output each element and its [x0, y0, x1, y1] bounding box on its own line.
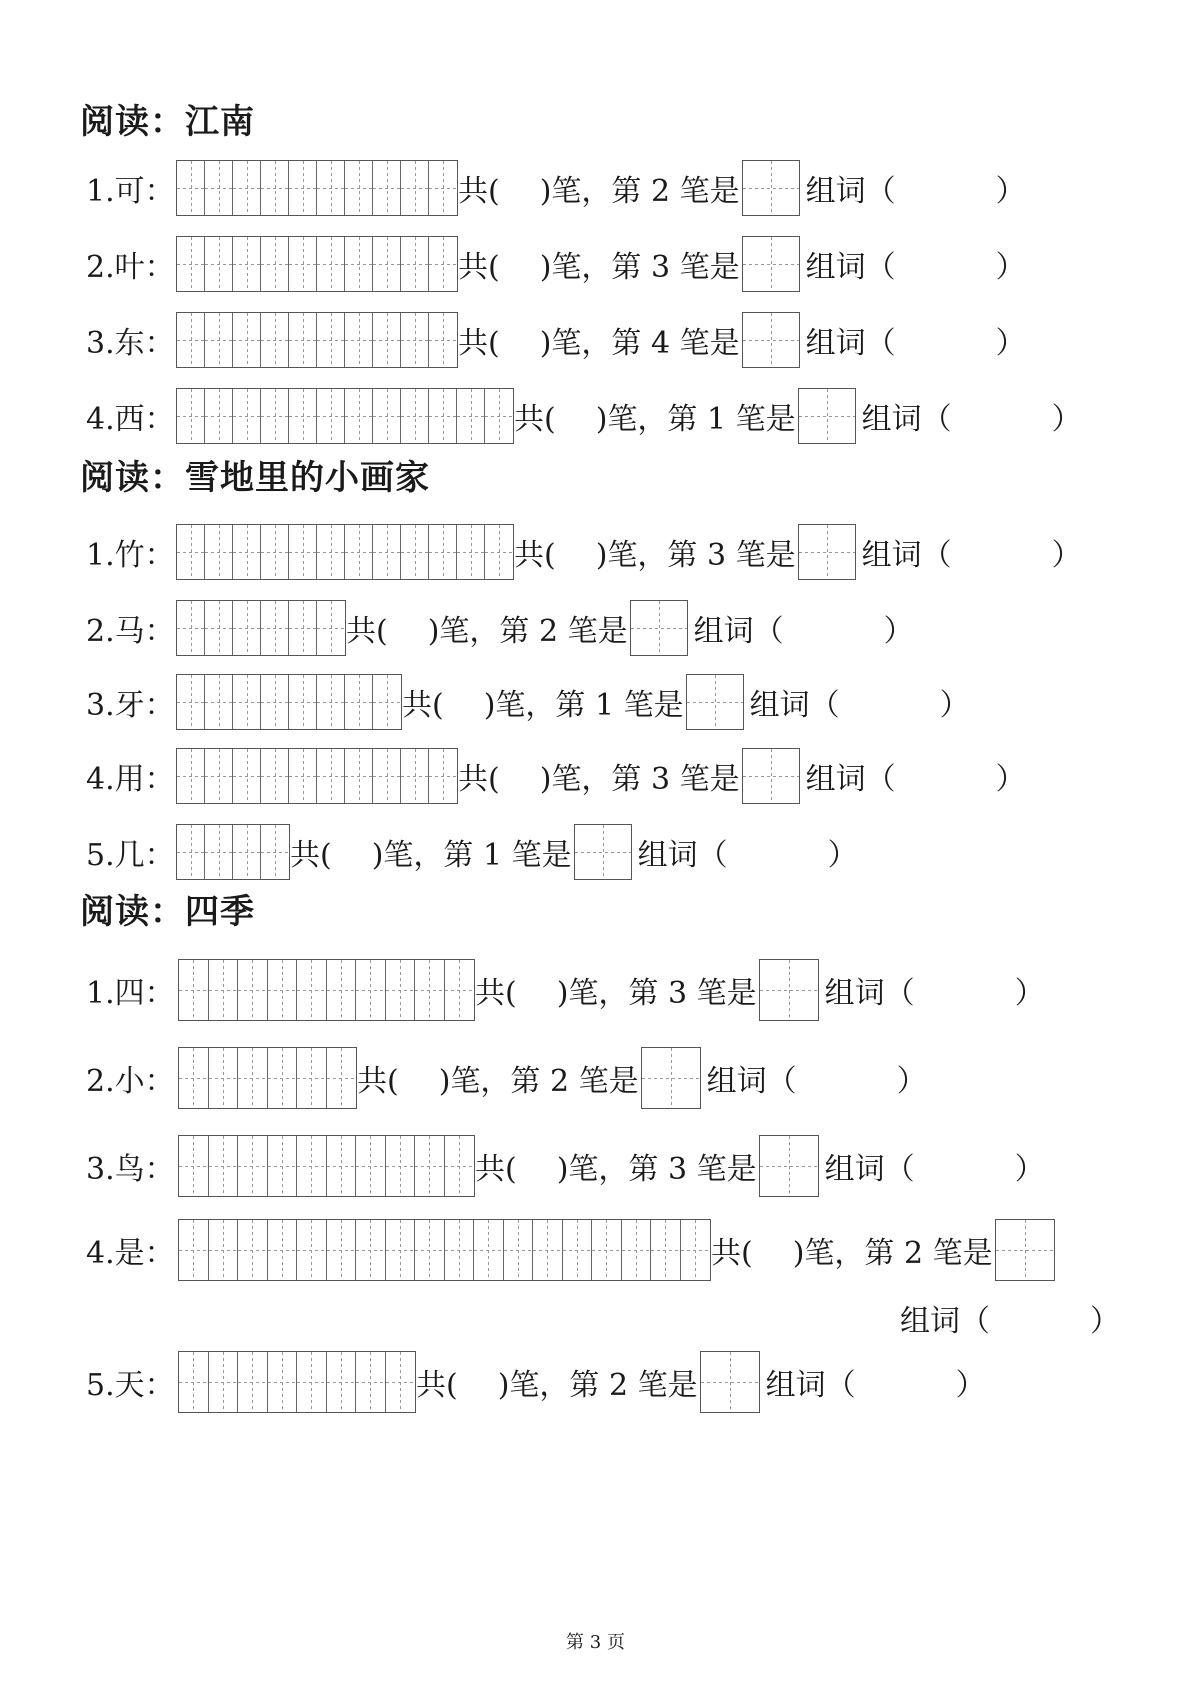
- grid-cell: [317, 313, 345, 367]
- grid-cell: [289, 389, 317, 443]
- nth-stroke-box[interactable]: [630, 600, 688, 656]
- stroke-count-prefix: 共(: [514, 402, 556, 437]
- grid-cell: [760, 1136, 818, 1196]
- grid-cell: [345, 237, 373, 291]
- grid-cell: [701, 1352, 759, 1412]
- stroke-order-grid[interactable]: [176, 312, 458, 368]
- stroke-order-grid[interactable]: [176, 236, 458, 292]
- stroke-count-prefix: 共(: [290, 838, 332, 873]
- grid-cell: [261, 825, 289, 879]
- grid-cell: [373, 675, 401, 729]
- question-label: 3.牙：: [86, 688, 175, 723]
- stroke-number-text: )笔，第 2 笔是: [438, 1064, 639, 1099]
- grid-cell: [238, 1136, 268, 1196]
- stroke-order-grid[interactable]: [178, 1351, 416, 1413]
- grid-cell: [205, 825, 233, 879]
- grid-cell: [415, 1136, 445, 1196]
- grid-cell: [289, 313, 317, 367]
- grid-cell: [179, 960, 209, 1020]
- stroke-number-text: )笔，第 3 笔是: [539, 762, 740, 797]
- grid-cell: [233, 825, 261, 879]
- word-prefix: 组词（: [861, 538, 952, 573]
- grid-cell: [401, 313, 429, 367]
- grid-cell: [429, 525, 457, 579]
- grid-cell: [205, 675, 233, 729]
- grid-cell: [209, 1220, 239, 1280]
- grid-cell: [209, 960, 239, 1020]
- grid-cell: [743, 749, 799, 803]
- stroke-number-text: )笔，第 2 笔是: [427, 614, 628, 649]
- grid-cell: [631, 601, 687, 655]
- grid-cell: [345, 161, 373, 215]
- grid-cell: [209, 1136, 239, 1196]
- grid-cell: [373, 237, 401, 291]
- grid-cell: [179, 1048, 209, 1108]
- word-prefix: 组词（: [805, 762, 896, 797]
- grid-cell: [743, 313, 799, 367]
- question-row: [86, 1220, 1061, 1280]
- grid-cell: [261, 675, 289, 729]
- stroke-number-text: )笔，第 3 笔是: [556, 976, 757, 1011]
- word-suffix: ）: [1051, 402, 1082, 437]
- grid-cell: [415, 960, 445, 1020]
- nth-stroke-box[interactable]: [759, 959, 819, 1021]
- word-prefix: 组词（: [805, 174, 896, 209]
- nth-stroke-box[interactable]: [995, 1219, 1055, 1281]
- stroke-count-prefix: 共(: [475, 976, 517, 1011]
- grid-cell: [457, 389, 485, 443]
- grid-cell: [345, 389, 373, 443]
- question-row: [86, 522, 1082, 582]
- grid-cell: [233, 161, 261, 215]
- grid-cell: [317, 675, 345, 729]
- grid-cell: [289, 601, 317, 655]
- grid-cell: [297, 1048, 327, 1108]
- grid-cell: [177, 749, 205, 803]
- section-title: 阅读：江南: [80, 102, 255, 142]
- grid-cell: [373, 749, 401, 803]
- word-suffix: ）: [1014, 1152, 1045, 1187]
- grid-cell: [177, 525, 205, 579]
- grid-cell: [205, 161, 233, 215]
- word-prefix: 组词（: [805, 326, 896, 361]
- nth-stroke-box[interactable]: [742, 236, 800, 292]
- grid-cell: [261, 161, 289, 215]
- grid-cell: [622, 1220, 652, 1280]
- grid-cell: [233, 313, 261, 367]
- word-prefix: 组词（: [749, 688, 840, 723]
- question-row: [86, 386, 1082, 446]
- grid-cell: [401, 749, 429, 803]
- grid-cell: [261, 389, 289, 443]
- grid-cell: [209, 1352, 239, 1412]
- question-label: 4.西：: [86, 402, 175, 437]
- word-suffix: ）: [955, 1368, 986, 1403]
- stroke-number-text: )笔，第 1 笔是: [483, 688, 684, 723]
- stroke-number-text: )笔，第 3 笔是: [595, 538, 796, 573]
- grid-cell: [533, 1220, 563, 1280]
- question-row: [86, 234, 1026, 294]
- grid-cell: [445, 1136, 475, 1196]
- question-row: [86, 746, 1026, 806]
- word-suffix: ）: [883, 614, 914, 649]
- grid-cell: [205, 237, 233, 291]
- nth-stroke-box[interactable]: [798, 388, 856, 444]
- question-label: 2.马：: [86, 614, 175, 649]
- grid-cell: [401, 525, 429, 579]
- word-suffix: ）: [1014, 976, 1045, 1011]
- grid-cell: [327, 960, 357, 1020]
- question-row: [86, 598, 914, 658]
- nth-stroke-box[interactable]: [641, 1047, 701, 1109]
- grid-cell: [179, 1136, 209, 1196]
- grid-cell: [261, 749, 289, 803]
- stroke-number-text: )笔，第 4 笔是: [539, 326, 740, 361]
- grid-cell: [205, 749, 233, 803]
- stroke-order-grid[interactable]: [176, 674, 402, 730]
- grid-cell: [297, 1220, 327, 1280]
- grid-cell: [386, 1136, 416, 1196]
- question-label: 3.东：: [86, 326, 175, 361]
- question-label: 1.四：: [86, 976, 175, 1011]
- stroke-order-grid[interactable]: [176, 388, 514, 444]
- grid-cell: [373, 389, 401, 443]
- section-title: 阅读：四季: [80, 892, 255, 932]
- stroke-order-grid[interactable]: [176, 524, 514, 580]
- grid-cell: [356, 1220, 386, 1280]
- nth-stroke-box[interactable]: [574, 824, 632, 880]
- stroke-number-text: )笔，第 2 笔是: [497, 1368, 698, 1403]
- grid-cell: [743, 161, 799, 215]
- stroke-count-prefix: 共(: [346, 614, 388, 649]
- grid-cell: [317, 525, 345, 579]
- question-label: 1.可：: [86, 174, 175, 209]
- nth-stroke-box[interactable]: [686, 674, 744, 730]
- stroke-order-grid[interactable]: [176, 748, 458, 804]
- grid-cell: [205, 601, 233, 655]
- question-label: 3.鸟：: [86, 1152, 175, 1187]
- nth-stroke-box[interactable]: [759, 1135, 819, 1197]
- grid-cell: [642, 1048, 700, 1108]
- question-row: [86, 1048, 927, 1108]
- word-suffix: ）: [827, 838, 858, 873]
- question-label: 4.是：: [86, 1236, 175, 1271]
- grid-cell: [205, 525, 233, 579]
- grid-cell: [651, 1220, 681, 1280]
- word-suffix: ）: [995, 250, 1026, 285]
- grid-cell: [179, 1352, 209, 1412]
- nth-stroke-box[interactable]: [742, 748, 800, 804]
- grid-cell: [177, 675, 205, 729]
- grid-cell: [268, 1352, 298, 1412]
- grid-cell: [205, 313, 233, 367]
- nth-stroke-box[interactable]: [798, 524, 856, 580]
- grid-cell: [177, 389, 205, 443]
- grid-cell: [474, 1220, 504, 1280]
- word-suffix: ）: [995, 326, 1026, 361]
- question-row: [86, 960, 1045, 1020]
- grid-cell: [429, 749, 457, 803]
- grid-cell: [345, 675, 373, 729]
- grid-cell: [356, 960, 386, 1020]
- stroke-count-prefix: 共(: [357, 1064, 399, 1099]
- grid-cell: [356, 1136, 386, 1196]
- question-row: [86, 1352, 986, 1412]
- stroke-count-prefix: 共(: [711, 1236, 753, 1271]
- grid-cell: [429, 237, 457, 291]
- question-row: [86, 158, 1026, 218]
- grid-cell: [485, 389, 513, 443]
- word-prefix: 组词（: [805, 250, 896, 285]
- question-row: [86, 672, 970, 732]
- stroke-order-grid[interactable]: [178, 1135, 475, 1197]
- stroke-count-prefix: 共(: [458, 174, 500, 209]
- question-row: [86, 1136, 1045, 1196]
- grid-cell: [429, 389, 457, 443]
- word-suffix: ）: [896, 1064, 927, 1099]
- grid-cell: [179, 1220, 209, 1280]
- grid-cell: [297, 960, 327, 1020]
- word-prefix: 组词（: [637, 838, 728, 873]
- grid-cell: [268, 1048, 298, 1108]
- grid-cell: [445, 1220, 475, 1280]
- question-label: 5.几：: [86, 838, 175, 873]
- nth-stroke-box[interactable]: [742, 312, 800, 368]
- word-prefix: 组词（: [824, 1152, 915, 1187]
- grid-cell: [345, 525, 373, 579]
- stroke-number-text: )笔，第 2 笔是: [792, 1236, 993, 1271]
- grid-cell: [233, 601, 261, 655]
- stroke-number-text: )笔，第 2 笔是: [539, 174, 740, 209]
- grid-cell: [297, 1136, 327, 1196]
- word-prefix: 组词（: [693, 614, 784, 649]
- question-row-continued: [900, 1288, 1120, 1348]
- word-prefix: 组词（: [900, 1304, 990, 1339]
- stroke-order-grid[interactable]: [178, 959, 475, 1021]
- grid-cell: [386, 1220, 416, 1280]
- grid-cell: [799, 389, 855, 443]
- word-suffix: ）: [995, 174, 1026, 209]
- grid-cell: [327, 1048, 357, 1108]
- grid-cell: [996, 1220, 1054, 1280]
- nth-stroke-box[interactable]: [700, 1351, 760, 1413]
- grid-cell: [386, 1352, 416, 1412]
- grid-cell: [687, 675, 743, 729]
- grid-cell: [261, 601, 289, 655]
- grid-cell: [268, 960, 298, 1020]
- question-row: [86, 822, 858, 882]
- word-prefix: 组词（: [824, 976, 915, 1011]
- grid-cell: [681, 1220, 711, 1280]
- grid-cell: [289, 237, 317, 291]
- grid-cell: [592, 1220, 622, 1280]
- stroke-order-grid[interactable]: [178, 1047, 357, 1109]
- section-title: 阅读：雪地里的小画家: [80, 458, 430, 498]
- word-prefix: 组词（: [706, 1064, 797, 1099]
- grid-cell: [261, 237, 289, 291]
- grid-cell: [401, 161, 429, 215]
- word-suffix: ）: [939, 688, 970, 723]
- grid-cell: [345, 749, 373, 803]
- grid-cell: [297, 1352, 327, 1412]
- grid-cell: [289, 675, 317, 729]
- stroke-count-prefix: 共(: [458, 250, 500, 285]
- stroke-order-grid[interactable]: [176, 600, 346, 656]
- question-label: 4.用：: [86, 762, 175, 797]
- grid-cell: [177, 161, 205, 215]
- grid-cell: [345, 313, 373, 367]
- grid-cell: [575, 825, 631, 879]
- stroke-count-prefix: 共(: [458, 762, 500, 797]
- grid-cell: [261, 313, 289, 367]
- grid-cell: [401, 237, 429, 291]
- grid-cell: [317, 237, 345, 291]
- grid-cell: [760, 960, 818, 1020]
- grid-cell: [563, 1220, 593, 1280]
- question-label: 2.叶：: [86, 250, 175, 285]
- stroke-number-text: )笔，第 1 笔是: [371, 838, 572, 873]
- word-suffix: ）: [1090, 1304, 1120, 1339]
- stroke-number-text: )笔，第 1 笔是: [595, 402, 796, 437]
- grid-cell: [327, 1136, 357, 1196]
- word-suffix: ）: [1051, 538, 1082, 573]
- grid-cell: [238, 1048, 268, 1108]
- grid-cell: [317, 601, 345, 655]
- grid-cell: [233, 389, 261, 443]
- grid-cell: [327, 1220, 357, 1280]
- grid-cell: [209, 1048, 239, 1108]
- stroke-count-prefix: 共(: [475, 1152, 517, 1187]
- word-suffix: ）: [995, 762, 1026, 797]
- grid-cell: [238, 1352, 268, 1412]
- grid-cell: [261, 525, 289, 579]
- question-label: 5.天：: [86, 1368, 175, 1403]
- grid-cell: [268, 1220, 298, 1280]
- stroke-count-prefix: 共(: [514, 538, 556, 573]
- grid-cell: [504, 1220, 534, 1280]
- stroke-number-text: )笔，第 3 笔是: [539, 250, 740, 285]
- question-label: 2.小：: [86, 1064, 175, 1099]
- grid-cell: [743, 237, 799, 291]
- grid-cell: [373, 161, 401, 215]
- grid-cell: [415, 1220, 445, 1280]
- grid-cell: [289, 525, 317, 579]
- grid-cell: [238, 960, 268, 1020]
- grid-cell: [177, 601, 205, 655]
- question-row: [86, 310, 1026, 370]
- grid-cell: [445, 960, 475, 1020]
- grid-cell: [401, 389, 429, 443]
- stroke-count-prefix: 共(: [402, 688, 444, 723]
- grid-cell: [373, 525, 401, 579]
- grid-cell: [317, 749, 345, 803]
- stroke-order-grid[interactable]: [176, 160, 458, 216]
- grid-cell: [799, 525, 855, 579]
- stroke-number-text: )笔，第 3 笔是: [556, 1152, 757, 1187]
- stroke-order-grid[interactable]: [176, 824, 290, 880]
- grid-cell: [457, 525, 485, 579]
- grid-cell: [233, 237, 261, 291]
- grid-cell: [289, 749, 317, 803]
- grid-cell: [373, 313, 401, 367]
- stroke-order-grid[interactable]: [178, 1219, 711, 1281]
- page-footer: 第 3 页: [566, 1632, 625, 1653]
- grid-cell: [238, 1220, 268, 1280]
- grid-cell: [233, 675, 261, 729]
- grid-cell: [205, 389, 233, 443]
- grid-cell: [177, 825, 205, 879]
- grid-cell: [177, 237, 205, 291]
- grid-cell: [429, 313, 457, 367]
- word-prefix: 组词（: [861, 402, 952, 437]
- grid-cell: [485, 525, 513, 579]
- grid-cell: [289, 161, 317, 215]
- grid-cell: [356, 1352, 386, 1412]
- question-label: 1.竹：: [86, 538, 175, 573]
- grid-cell: [327, 1352, 357, 1412]
- grid-cell: [317, 161, 345, 215]
- grid-cell: [233, 525, 261, 579]
- stroke-count-prefix: 共(: [416, 1368, 458, 1403]
- nth-stroke-box[interactable]: [742, 160, 800, 216]
- stroke-count-prefix: 共(: [458, 326, 500, 361]
- grid-cell: [268, 1136, 298, 1196]
- grid-cell: [317, 389, 345, 443]
- grid-cell: [386, 960, 416, 1020]
- word-prefix: 组词（: [765, 1368, 856, 1403]
- grid-cell: [177, 313, 205, 367]
- grid-cell: [233, 749, 261, 803]
- grid-cell: [429, 161, 457, 215]
